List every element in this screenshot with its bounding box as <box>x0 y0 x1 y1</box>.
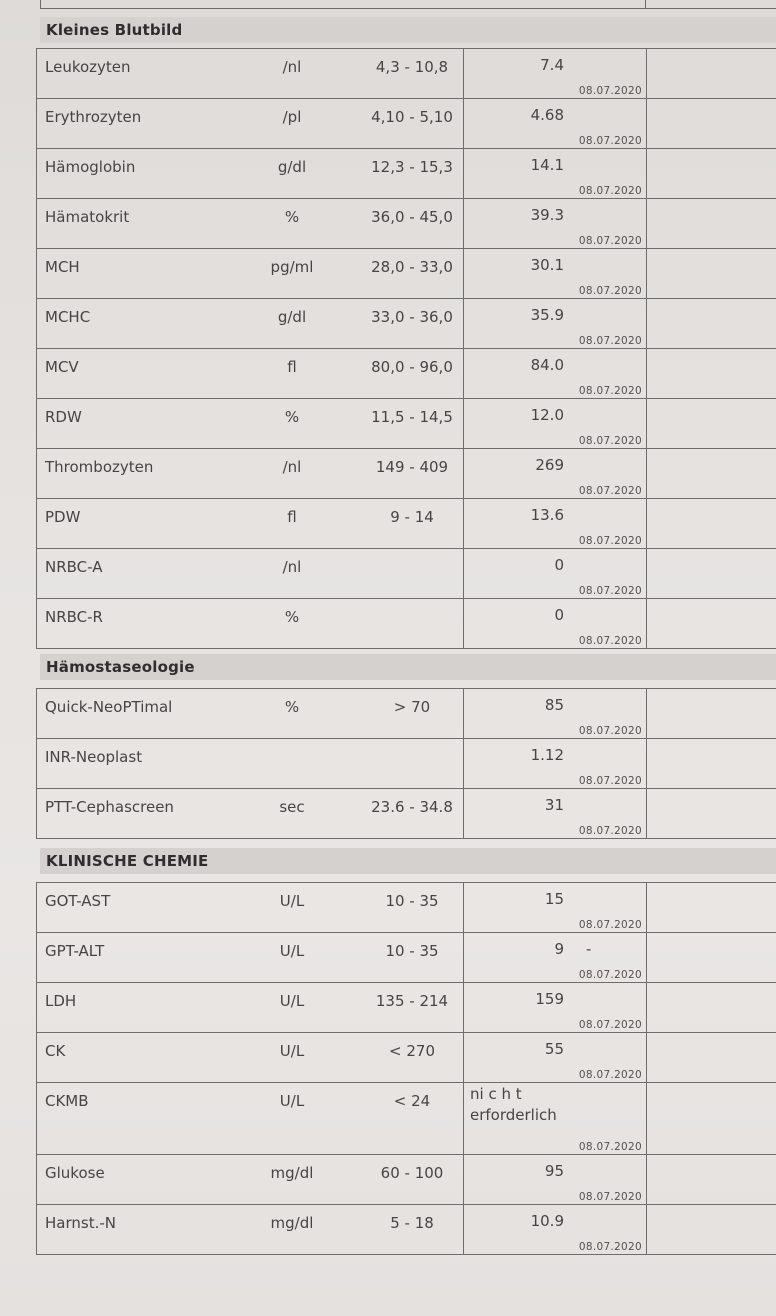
result-cell <box>463 598 647 649</box>
test-name: GPT-ALT <box>45 942 105 960</box>
result-date: 08.07.2020 <box>578 485 642 497</box>
reference-range: 149 - 409 <box>375 458 449 476</box>
table-row <box>37 549 776 599</box>
table-kleines-blutbild <box>36 48 776 649</box>
test-unit: mg/dl <box>270 1164 314 1182</box>
test-name: Quick-NeoPTimal <box>45 698 173 716</box>
test-unit: mg/dl <box>270 1214 314 1232</box>
table-row <box>37 199 776 249</box>
result-date: 08.07.2020 <box>578 385 642 397</box>
result-value: 1.12 <box>530 746 564 764</box>
test-name: RDW <box>45 408 82 426</box>
test-unit: /pl <box>282 108 302 126</box>
test-name: GOT-AST <box>45 892 111 910</box>
test-name: Leukozyten <box>45 58 131 76</box>
result-date: 08.07.2020 <box>578 135 642 147</box>
result-cell <box>463 982 647 1033</box>
result-value: 85 <box>544 696 564 714</box>
table-row <box>37 399 776 449</box>
reference-range: 5 - 18 <box>390 1214 434 1232</box>
test-unit: U/L <box>279 892 305 910</box>
table-row <box>37 449 776 499</box>
reference-range: 33,0 - 36,0 <box>371 308 453 326</box>
table-row <box>37 883 776 933</box>
table-row <box>37 49 776 99</box>
result-date: 08.07.2020 <box>578 585 642 597</box>
test-unit: % <box>284 208 300 226</box>
result-date: 08.07.2020 <box>578 1141 642 1153</box>
reference-range: 23.6 - 34.8 <box>371 798 453 816</box>
test-unit: % <box>284 408 300 426</box>
test-unit: fl <box>287 358 297 376</box>
table-row <box>37 983 776 1033</box>
result-date: 08.07.2020 <box>578 435 642 447</box>
result-value: 30.1 <box>530 256 564 274</box>
result-date: 08.07.2020 <box>578 335 642 347</box>
table-row <box>37 599 776 649</box>
result-date: 08.07.2020 <box>578 1019 642 1031</box>
result-value: 84.0 <box>530 356 564 374</box>
result-date: 08.07.2020 <box>578 775 642 787</box>
result-value: 15 <box>544 890 564 908</box>
result-cell <box>463 498 647 549</box>
previous-row-edge <box>40 0 776 9</box>
reference-range: 135 - 214 <box>375 992 449 1010</box>
test-name: PTT-Cephascreen <box>45 798 174 816</box>
result-cell <box>463 738 647 789</box>
result-value: 12.0 <box>530 406 564 424</box>
reference-range: > 70 <box>393 698 431 716</box>
test-unit: pg/ml <box>270 258 314 276</box>
table-row <box>37 149 776 199</box>
test-name: NRBC-R <box>45 608 103 626</box>
reference-range: 4,10 - 5,10 <box>371 108 453 126</box>
reference-range: 10 - 35 <box>385 892 439 910</box>
result-date: 08.07.2020 <box>578 919 642 931</box>
test-name: Thrombozyten <box>45 458 154 476</box>
result-cell <box>463 448 647 499</box>
test-name: CK <box>45 1042 66 1060</box>
table-row <box>37 789 776 839</box>
test-name: MCH <box>45 258 80 276</box>
reference-range: 60 - 100 <box>380 1164 444 1182</box>
test-name: INR-Neoplast <box>45 748 143 766</box>
section-title-haemostaseologie: Hämostaseologie <box>40 654 776 680</box>
test-unit: fl <box>287 508 297 526</box>
test-name: Hämoglobin <box>45 158 136 176</box>
test-name: NRBC-A <box>45 558 103 576</box>
table-row <box>37 1033 776 1083</box>
result-value: 159 <box>535 990 564 1008</box>
result-date: 08.07.2020 <box>578 969 642 981</box>
result-value: 4.68 <box>530 106 564 124</box>
result-cell <box>463 788 647 839</box>
test-unit: U/L <box>279 1092 305 1110</box>
result-cell <box>463 198 647 249</box>
result-cell <box>463 48 647 99</box>
table-haemostaseologie <box>36 688 776 839</box>
result-value: 95 <box>544 1162 564 1180</box>
result-value: 269 <box>535 456 564 474</box>
test-unit: U/L <box>279 1042 305 1060</box>
test-unit: % <box>284 608 300 626</box>
result-cell <box>463 348 647 399</box>
test-name: Glukose <box>45 1164 105 1182</box>
test-name: LDH <box>45 992 77 1010</box>
test-unit: g/dl <box>277 308 307 326</box>
result-date: 08.07.2020 <box>578 235 642 247</box>
table-row <box>37 299 776 349</box>
result-cell <box>463 1082 647 1155</box>
test-name: CKMB <box>45 1092 89 1110</box>
test-unit: /nl <box>282 558 302 576</box>
result-date: 08.07.2020 <box>578 635 642 647</box>
result-date: 08.07.2020 <box>578 1069 642 1081</box>
result-value: 35.9 <box>530 306 564 324</box>
result-value: 0 <box>554 606 564 624</box>
reference-range: 28,0 - 33,0 <box>371 258 453 276</box>
result-cell <box>463 298 647 349</box>
test-name: MCHC <box>45 308 91 326</box>
test-name: MCV <box>45 358 79 376</box>
test-unit: /nl <box>282 58 302 76</box>
result-value: 55 <box>544 1040 564 1058</box>
test-name: Harnst.-N <box>45 1214 116 1232</box>
table-row <box>37 499 776 549</box>
test-unit: sec <box>279 798 305 816</box>
result-cell <box>463 882 647 933</box>
test-unit: /nl <box>282 458 302 476</box>
result-date: 08.07.2020 <box>578 185 642 197</box>
result-value: 7.4 <box>540 56 564 74</box>
result-cell <box>463 398 647 449</box>
result-cell <box>463 1032 647 1083</box>
reference-range: < 24 <box>393 1092 431 1110</box>
table-row <box>37 1205 776 1255</box>
table-row <box>37 1083 776 1155</box>
result-value: 13.6 <box>530 506 564 524</box>
result-value: 9 <box>554 940 564 958</box>
test-name: PDW <box>45 508 81 526</box>
result-cell <box>463 148 647 199</box>
reference-range: 80,0 - 96,0 <box>371 358 453 376</box>
reference-range: 12,3 - 15,3 <box>371 158 453 176</box>
result-value: 14.1 <box>530 156 564 174</box>
result-date: 08.07.2020 <box>578 85 642 97</box>
result-flag: - <box>586 940 592 958</box>
result-cell <box>463 548 647 599</box>
test-unit: U/L <box>279 942 305 960</box>
result-date: 08.07.2020 <box>578 535 642 547</box>
result-date: 08.07.2020 <box>578 825 642 837</box>
reference-range: < 270 <box>389 1042 435 1060</box>
result-date: 08.07.2020 <box>578 1191 642 1203</box>
test-unit: % <box>284 698 300 716</box>
test-unit: U/L <box>279 992 305 1010</box>
table-row <box>37 349 776 399</box>
reference-range: 10 - 35 <box>385 942 439 960</box>
table-row <box>37 739 776 789</box>
table-row <box>37 1155 776 1205</box>
result-cell <box>463 688 647 739</box>
test-name: Erythrozyten <box>45 108 142 126</box>
result-cell <box>463 932 647 983</box>
reference-range: 4,3 - 10,8 <box>375 58 449 76</box>
reference-range: 36,0 - 45,0 <box>371 208 453 226</box>
section-title-kleines-blutbild: Kleines Blutbild <box>40 17 776 43</box>
result-cell <box>463 248 647 299</box>
table-row <box>37 249 776 299</box>
result-value: ni c h t erforderlich <box>470 1085 557 1124</box>
reference-range: 9 - 14 <box>390 508 434 526</box>
result-date: 08.07.2020 <box>578 285 642 297</box>
result-cell <box>463 1154 647 1205</box>
table-row <box>37 933 776 983</box>
result-date: 08.07.2020 <box>578 1241 642 1253</box>
test-name: Hämatokrit <box>45 208 130 226</box>
result-cell <box>463 1204 647 1255</box>
result-date: 08.07.2020 <box>578 725 642 737</box>
result-cell <box>463 98 647 149</box>
result-value: 31 <box>544 796 564 814</box>
result-value: 10.9 <box>530 1212 564 1230</box>
reference-range: 11,5 - 14,5 <box>371 408 453 426</box>
section-title-klinische-chemie: KLINISCHE CHEMIE <box>40 848 776 874</box>
result-value: 39.3 <box>530 206 564 224</box>
result-value: 0 <box>554 556 564 574</box>
table-klinische-chemie <box>36 882 776 1255</box>
test-unit: g/dl <box>277 158 307 176</box>
table-row <box>37 99 776 149</box>
table-row <box>37 689 776 739</box>
